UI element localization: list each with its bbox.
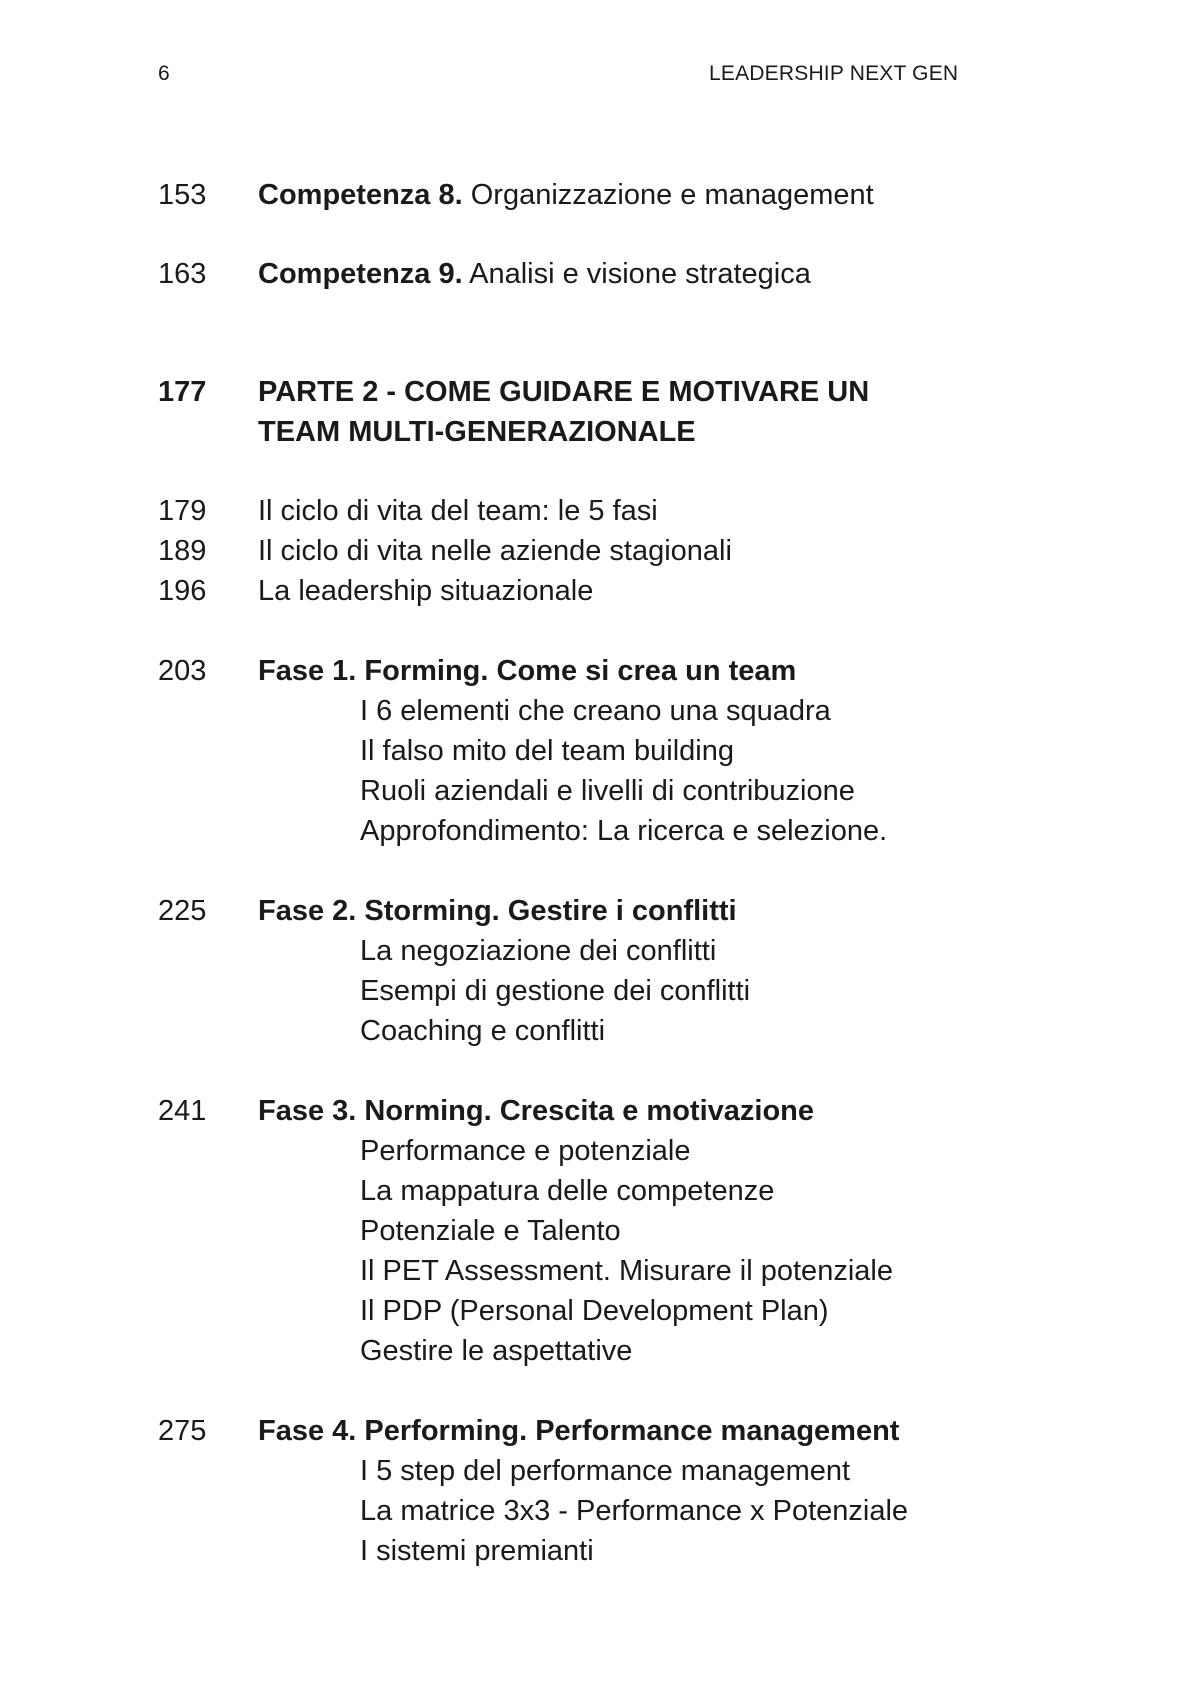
toc-entry-title: La leadership situazionale: [258, 575, 594, 607]
toc-subentry[interactable]: I 5 step del performance management: [360, 1455, 851, 1487]
toc-page-number: 179: [158, 495, 207, 527]
toc-part-title-line-1: PARTE 2 - COME GUIDARE E MOTIVARE UN: [258, 376, 870, 408]
toc-entry-title: Fase 2. Storming. Gestire i conflitti: [258, 895, 737, 927]
toc-entry-bold: Competenza 9.: [258, 258, 463, 290]
toc-part-title-line-2: TEAM MULTI-GENERAZIONALE: [258, 416, 696, 448]
toc-page-number: 196: [158, 575, 207, 607]
toc-page-number: 177: [158, 376, 207, 408]
toc-entry-title: [258, 254, 811, 294]
toc-entry-title: [258, 175, 874, 215]
toc-subentry[interactable]: Gestire le aspettative: [360, 1335, 633, 1367]
toc-subentry[interactable]: I 6 elementi che creano una squadra: [360, 695, 831, 727]
toc-page-number: 189: [158, 535, 207, 567]
toc-page-number: 163: [158, 258, 207, 290]
toc-entry-title: Fase 1. Forming. Come si crea un team: [258, 655, 797, 687]
toc-subentry[interactable]: Esempi di gestione dei conflitti: [360, 975, 751, 1007]
toc-subentry[interactable]: Potenziale e Talento: [360, 1215, 621, 1247]
toc-page-number: 275: [158, 1415, 207, 1447]
toc-subentry[interactable]: La mappatura delle competenze: [360, 1175, 775, 1207]
toc-page-number: 203: [158, 655, 207, 687]
toc-subentry[interactable]: Performance e potenziale: [360, 1135, 691, 1167]
toc-subentry[interactable]: Ruoli aziendali e livelli di contribuzione: [360, 775, 855, 807]
toc-entry-bold: Competenza 8.: [258, 179, 463, 211]
toc-subentry[interactable]: La negoziazione dei conflitti: [360, 935, 717, 967]
toc-page-number: 225: [158, 895, 207, 927]
toc-subentry[interactable]: Il PDP (Personal Development Plan): [360, 1295, 829, 1327]
toc-entry-title: Fase 4. Performing. Performance management: [258, 1415, 900, 1447]
toc-entry-title: Il ciclo di vita del team: le 5 fasi: [258, 495, 658, 527]
toc-subentry[interactable]: I sistemi premianti: [360, 1535, 594, 1567]
toc-subentry[interactable]: Coaching e conflitti: [360, 1015, 606, 1047]
toc-subentry[interactable]: Approfondimento: La ricerca e selezione.: [360, 815, 888, 847]
toc-subentry[interactable]: Il PET Assessment. Misurare il potenziale: [360, 1255, 893, 1287]
toc-page-number: 241: [158, 1095, 207, 1127]
toc-subentry[interactable]: La matrice 3x3 - Performance x Potenziale: [360, 1495, 909, 1527]
toc-page-number: 153: [158, 179, 207, 211]
toc-entry-rest: Organizzazione e management: [462, 179, 874, 211]
toc-entry-title: Fase 3. Norming. Crescita e motivazione: [258, 1095, 815, 1127]
running-title: LEADERSHIP NEXT GEN: [709, 62, 959, 85]
page-number: 6: [158, 62, 170, 85]
toc-entry-title: Il ciclo di vita nelle aziende stagionali: [258, 535, 732, 567]
toc-subentry[interactable]: Il falso mito del team building: [360, 735, 734, 767]
toc-entry-rest: Analisi e visione strategica: [462, 258, 811, 290]
